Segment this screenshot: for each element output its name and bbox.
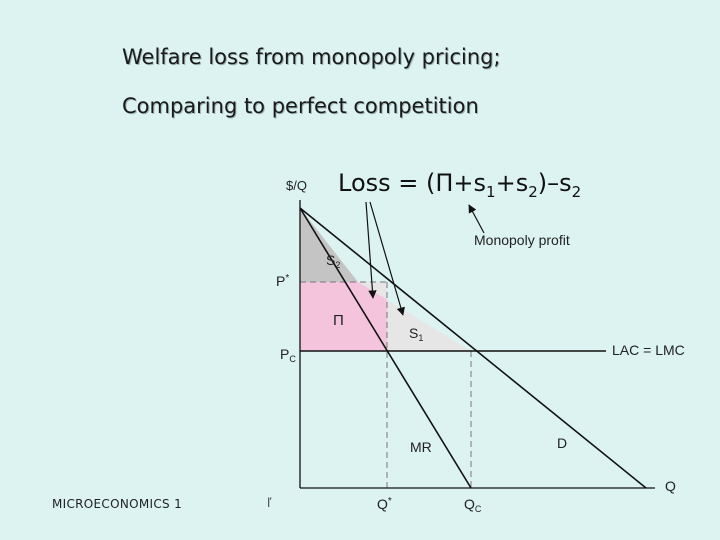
demand-label: D: [557, 435, 568, 451]
formula-sub-2: 2: [528, 183, 538, 201]
course-footer: MICROECONOMICS 1: [52, 497, 183, 511]
s2-base: S: [326, 252, 336, 268]
p-star-base: P: [276, 273, 286, 289]
formula-sub-1: 1: [486, 183, 496, 201]
formula-minus: –: [547, 169, 560, 197]
p-c-base: P: [280, 346, 290, 362]
formula-mid: +s: [495, 169, 529, 197]
slide-title-line-2: Comparing to perfect competition: [122, 94, 479, 118]
s1-sub: 1: [418, 333, 424, 343]
s2-sub: 2: [335, 260, 341, 270]
formula-sub-3: 2: [571, 183, 582, 201]
arrow-to-pi-term: [469, 205, 484, 233]
q-c-label: [464, 496, 482, 514]
x-axis-label: Q: [665, 478, 676, 494]
slide-title-line-1: Welfare loss from monopoly pricing;: [122, 45, 501, 69]
mr-label: MR: [410, 439, 432, 455]
q-star-base: Q: [377, 496, 388, 512]
formula-close: ): [537, 169, 548, 197]
monopoly-profit-label: Monopoly profit: [474, 232, 570, 248]
p-star-mark: *: [285, 273, 290, 284]
s1-base: S: [409, 325, 419, 341]
profit-pi-label: Π: [333, 312, 344, 329]
s2-label: [326, 252, 340, 270]
p-star-label: [276, 273, 289, 289]
q-star-label: [377, 496, 392, 512]
s2-region: [300, 208, 358, 282]
q-star-mark: *: [387, 496, 392, 507]
footer-mark: ľ: [267, 496, 272, 510]
lac-lmc-label: LAC = LMC: [612, 342, 685, 358]
formula-prefix: Loss = (Π+s: [338, 169, 487, 197]
y-axis-label: $/Q: [286, 178, 307, 193]
q-c-sub: C: [474, 504, 482, 514]
formula-s: s: [559, 169, 572, 197]
q-c-base: Q: [464, 496, 475, 512]
p-c-label: [280, 346, 296, 364]
p-c-sub: C: [289, 354, 296, 364]
